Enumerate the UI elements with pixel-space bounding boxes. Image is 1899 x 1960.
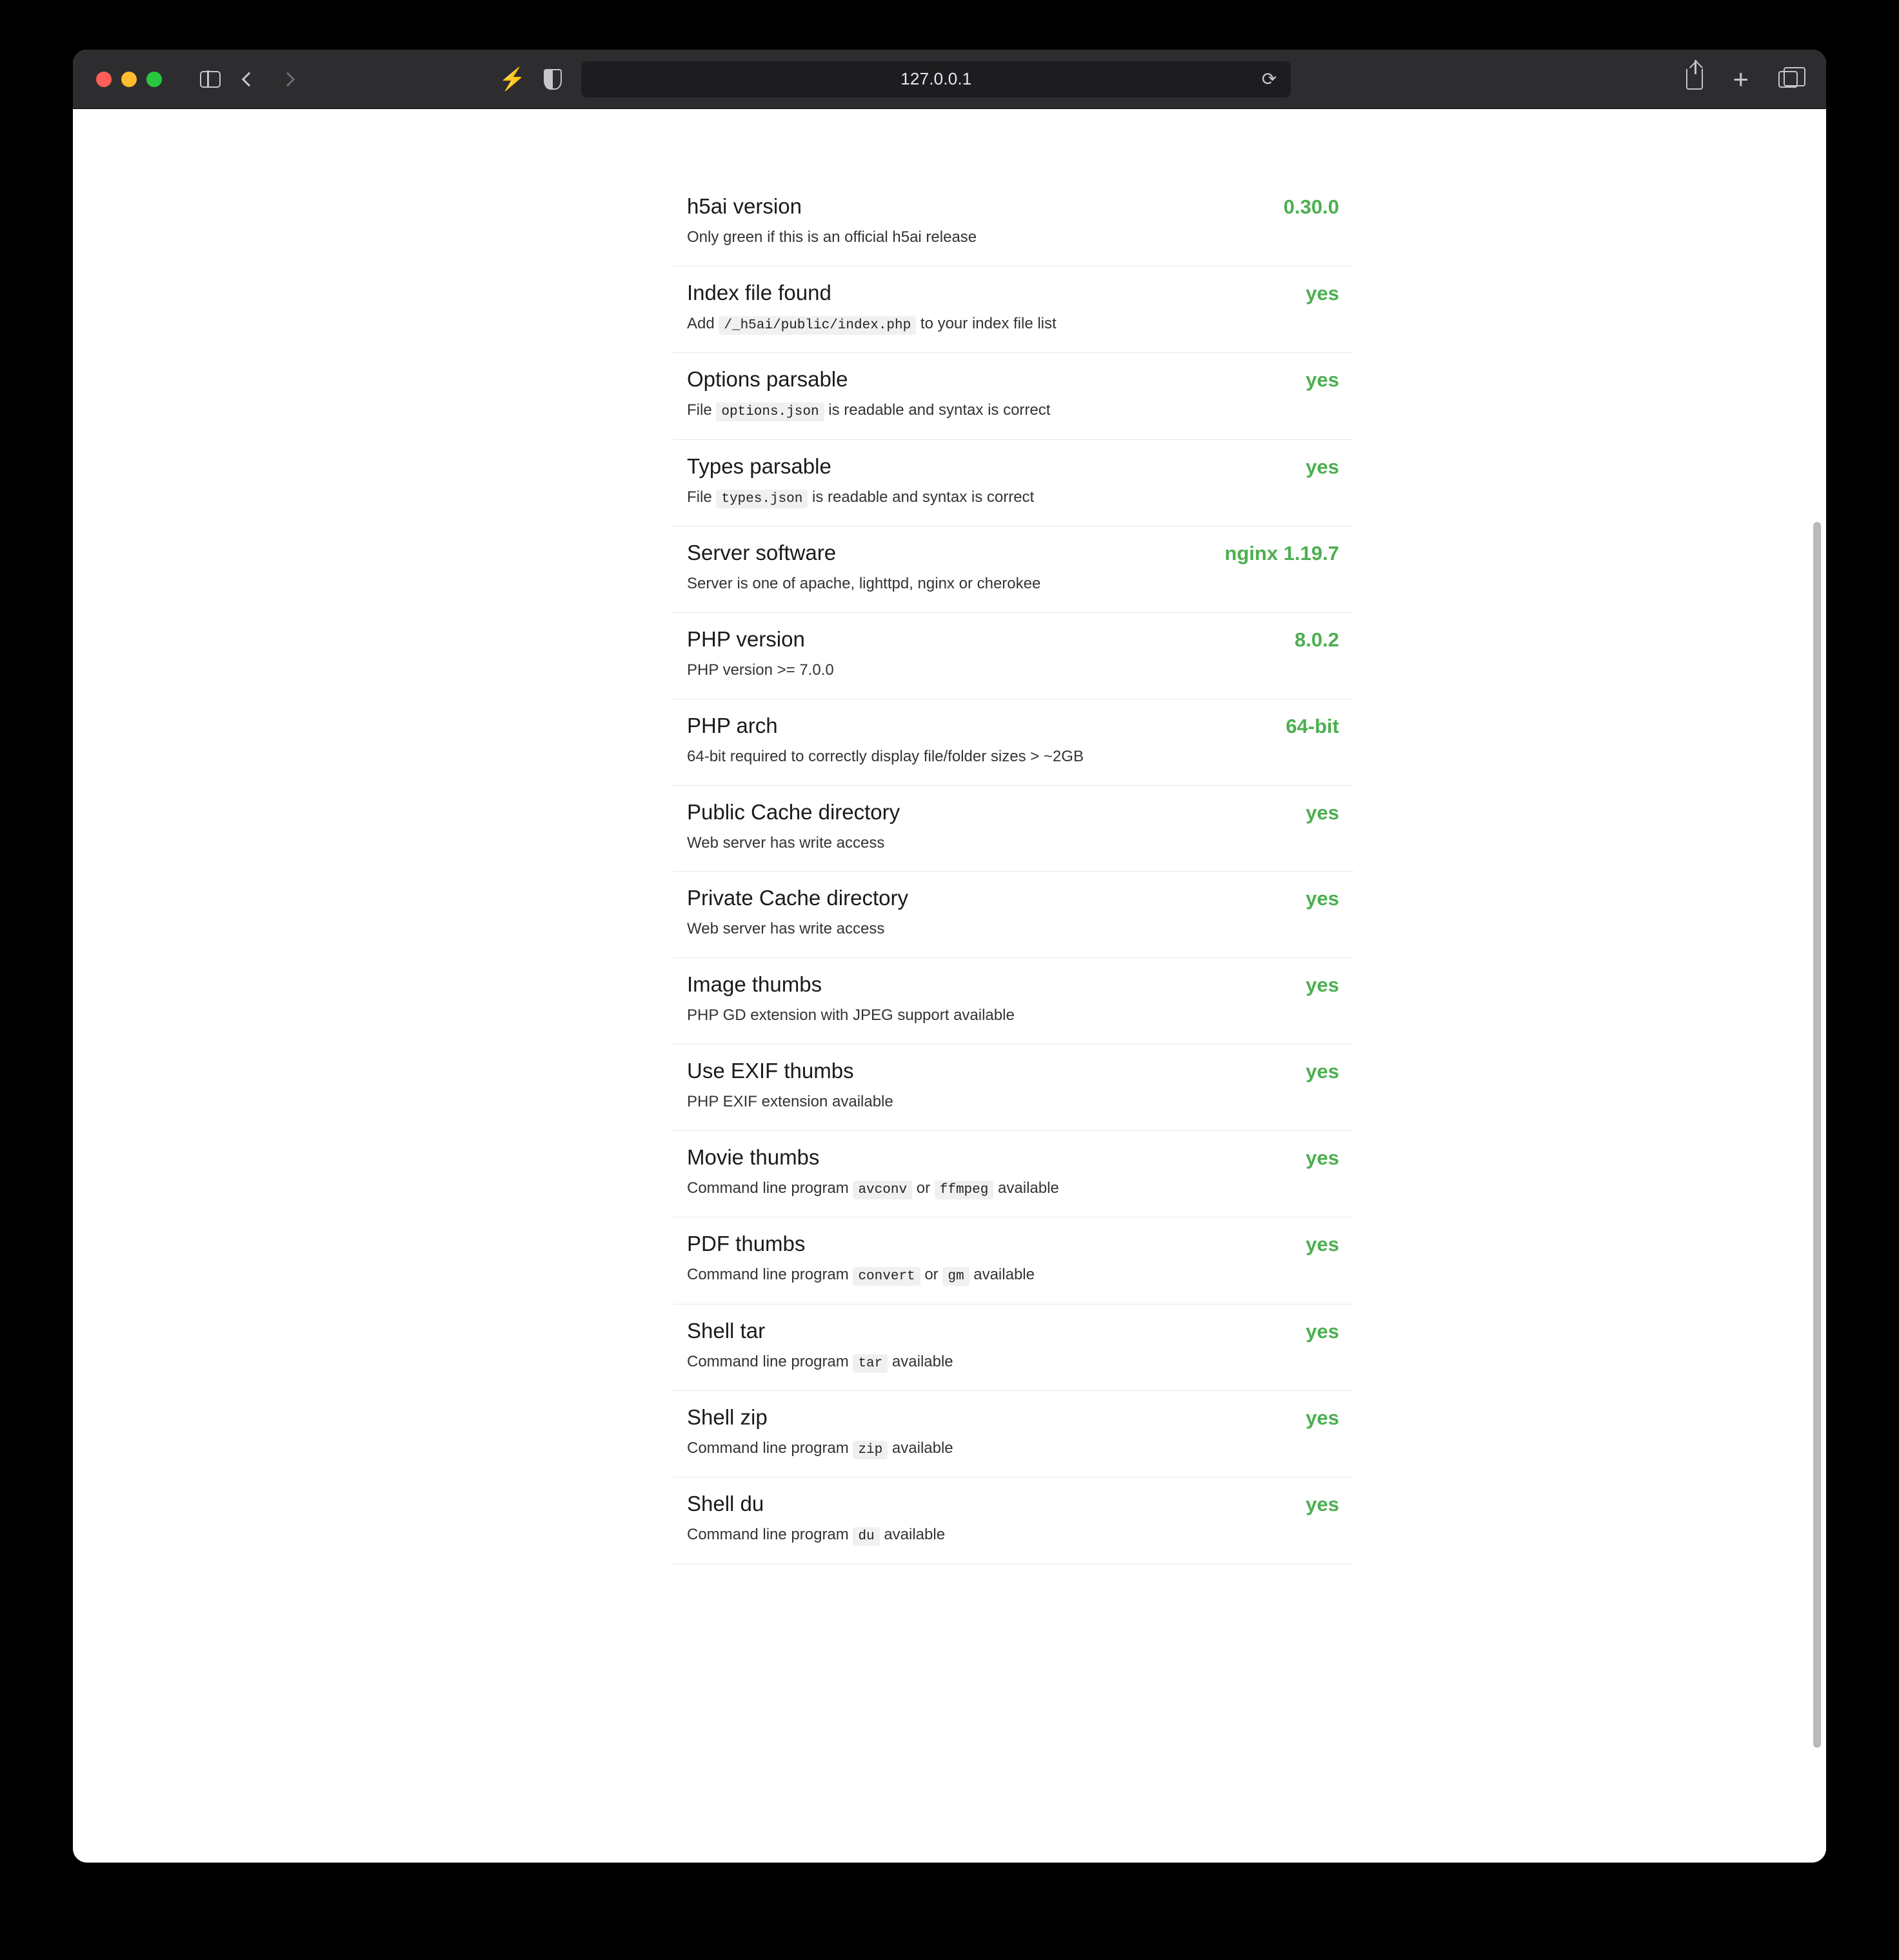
check-row-header	[687, 627, 1339, 652]
check-value: yes	[1306, 1406, 1339, 1429]
check-row	[673, 1045, 1353, 1131]
check-description	[687, 399, 1339, 422]
check-value: 0.30.0	[1283, 195, 1339, 218]
check-description	[687, 832, 1339, 855]
check-value: yes	[1306, 455, 1339, 478]
description-text: Server is one of apache, lighttpd, nginx or cherokee	[687, 575, 1041, 593]
check-title: Use EXIF thumbs	[687, 1058, 854, 1083]
description-text: available	[969, 1266, 1035, 1284]
description-text: PHP EXIF extension available	[687, 1092, 893, 1110]
tab-overview-icon[interactable]	[1778, 71, 1798, 88]
check-value: yes	[1306, 887, 1339, 910]
description-text: Web server has write access	[687, 834, 885, 852]
check-row	[673, 699, 1353, 786]
description-text: or	[920, 1266, 943, 1284]
description-text: to your index file list	[916, 314, 1057, 332]
check-row	[673, 526, 1353, 613]
check-title: Movie thumbs	[687, 1145, 820, 1169]
check-row-header	[687, 972, 1339, 997]
inline-code: tar	[853, 1354, 888, 1373]
check-row-header	[687, 1492, 1339, 1516]
sidebar-toggle-icon	[200, 71, 221, 88]
back-button[interactable]	[232, 62, 266, 97]
check-title: PHP version	[687, 626, 805, 651]
inline-code: gm	[942, 1267, 969, 1286]
forward-chevron-icon	[281, 72, 295, 86]
forward-button[interactable]	[270, 62, 305, 97]
check-row-header	[687, 367, 1339, 392]
check-row-header	[687, 1145, 1339, 1170]
check-description	[687, 313, 1339, 335]
check-description	[687, 1005, 1339, 1027]
plus-icon[interactable]: +	[1733, 63, 1749, 94]
description-text: Command line program	[687, 1266, 853, 1284]
sidebar-toggle-button[interactable]	[193, 62, 228, 97]
inline-code: du	[853, 1527, 879, 1546]
check-title: Index file found	[687, 280, 831, 305]
inline-code: avconv	[853, 1181, 912, 1199]
inline-code: /_h5ai/public/index.php	[719, 316, 916, 335]
check-row-header	[687, 1405, 1339, 1430]
browser-titlebar	[73, 50, 1826, 109]
check-row	[673, 353, 1353, 439]
check-value: yes	[1306, 1319, 1339, 1343]
check-row-header	[687, 886, 1339, 910]
browser-window	[73, 50, 1826, 1863]
address-bar-text: 127.0.0.1	[900, 69, 972, 88]
toolbar-right	[1686, 63, 1798, 94]
description-text: available	[993, 1179, 1059, 1197]
check-description	[687, 1437, 1339, 1460]
check-description	[687, 746, 1339, 768]
check-value: yes	[1306, 1059, 1339, 1083]
check-title: Private Cache directory	[687, 886, 908, 910]
check-row	[673, 786, 1353, 872]
description-text: available	[879, 1526, 946, 1544]
description-text: Only green if this is an official h5ai release	[687, 228, 977, 246]
check-row	[673, 1305, 1353, 1391]
window-controls	[96, 72, 162, 87]
system-check-list	[673, 109, 1353, 1565]
description-text: File	[687, 401, 717, 419]
inline-code: types.json	[716, 490, 808, 508]
check-description	[687, 226, 1339, 249]
check-title: Image thumbs	[687, 972, 822, 997]
share-icon[interactable]	[1686, 69, 1703, 90]
reload-icon[interactable]: ⟳	[1261, 68, 1277, 89]
check-value: yes	[1306, 1146, 1339, 1169]
check-row	[673, 1217, 1353, 1304]
check-value: yes	[1306, 974, 1339, 997]
page-viewport	[73, 109, 1826, 1863]
check-row	[673, 1477, 1353, 1564]
description-text: available	[888, 1352, 953, 1370]
check-row	[673, 1131, 1353, 1217]
minimize-window-button[interactable]	[121, 72, 137, 87]
description-text: Command line program	[687, 1179, 853, 1197]
check-row	[673, 440, 1353, 526]
check-row	[673, 1391, 1353, 1477]
check-title: Public Cache directory	[687, 799, 900, 824]
check-description	[687, 1091, 1339, 1114]
close-window-button[interactable]	[96, 72, 112, 87]
check-row-header	[687, 454, 1339, 479]
description-text: PHP GD extension with JPEG support available	[687, 1006, 1015, 1025]
check-value: yes	[1306, 1493, 1339, 1516]
check-row	[673, 872, 1353, 958]
check-row-header	[687, 281, 1339, 305]
inline-code: ffmpeg	[935, 1181, 994, 1199]
description-text: or	[912, 1179, 935, 1197]
check-value: 64-bit	[1286, 714, 1339, 737]
check-description	[687, 1524, 1339, 1546]
description-text: Command line program	[687, 1439, 853, 1457]
description-text: PHP version >= 7.0.0	[687, 661, 834, 679]
address-bar[interactable]	[581, 61, 1291, 97]
check-row-header	[687, 800, 1339, 825]
description-text: Add	[687, 314, 719, 332]
description-text: Command line program	[687, 1526, 853, 1544]
check-row	[673, 266, 1353, 353]
back-chevron-icon	[242, 72, 257, 86]
extension-bolt-icon[interactable]: ⚡	[499, 66, 526, 92]
check-description	[687, 1351, 1339, 1374]
description-text: is readable and syntax is correct	[824, 401, 1051, 419]
description-text: Command line program	[687, 1352, 853, 1370]
description-text: File	[687, 488, 717, 506]
check-value: yes	[1306, 368, 1339, 392]
check-title: Types parsable	[687, 454, 831, 478]
check-description	[687, 918, 1339, 941]
check-value: 8.0.2	[1295, 628, 1339, 651]
check-value: yes	[1306, 281, 1339, 305]
check-title: Shell tar	[687, 1318, 766, 1343]
check-description	[687, 486, 1339, 509]
check-row-header	[687, 1319, 1339, 1343]
check-title: h5ai version	[687, 194, 802, 218]
check-title: PDF thumbs	[687, 1232, 806, 1256]
check-title: Server software	[687, 541, 837, 565]
description-text: 64-bit required to correctly display file/folder sizes > ~2GB	[687, 747, 1084, 765]
description-text: available	[888, 1439, 953, 1457]
check-row	[673, 958, 1353, 1045]
check-title: Options parsable	[687, 367, 848, 392]
check-value: nginx 1.19.7	[1224, 542, 1339, 565]
check-row-header	[687, 714, 1339, 738]
check-row-header	[687, 541, 1339, 565]
check-description	[687, 659, 1339, 682]
toolbar-extras	[499, 68, 562, 90]
check-value: yes	[1306, 1233, 1339, 1256]
check-row	[673, 180, 1353, 266]
check-description	[687, 1177, 1339, 1200]
reader-contrast-icon[interactable]	[544, 69, 562, 90]
check-description	[687, 1264, 1339, 1286]
inline-code: zip	[853, 1441, 888, 1459]
check-row-header	[687, 194, 1339, 219]
check-description	[687, 573, 1339, 595]
maximize-window-button[interactable]	[146, 72, 162, 87]
check-row-header	[687, 1232, 1339, 1256]
check-title: Shell zip	[687, 1405, 768, 1429]
check-value: yes	[1306, 801, 1339, 824]
page-scrollbar[interactable]	[1813, 522, 1821, 1748]
description-text: Web server has write access	[687, 920, 885, 938]
check-row	[673, 613, 1353, 699]
check-title: PHP arch	[687, 713, 778, 737]
inline-code: convert	[853, 1267, 920, 1286]
inline-code: options.json	[716, 403, 824, 421]
check-row-header	[687, 1059, 1339, 1083]
h5ai-check-page	[73, 109, 1826, 1565]
description-text: is readable and syntax is correct	[808, 488, 1035, 506]
check-title: Shell du	[687, 1492, 764, 1516]
navigation-controls	[193, 62, 305, 97]
